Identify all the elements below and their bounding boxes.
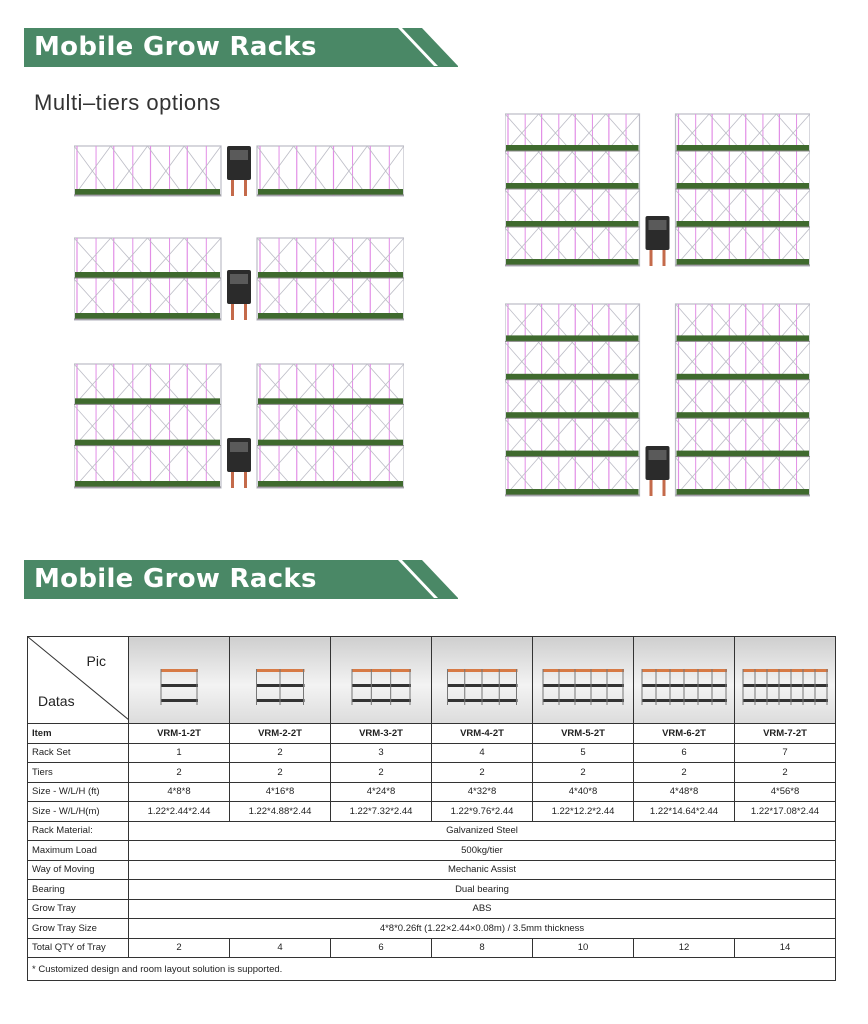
top-banner	[24, 28, 460, 68]
lift-fork	[244, 472, 247, 488]
shared-cell: Dual bearing	[129, 880, 836, 900]
lift-fork	[231, 304, 234, 320]
model-pic	[533, 637, 634, 724]
table-cell: 3	[331, 743, 432, 763]
rack-diagram-2-tier	[74, 232, 404, 326]
row-label: Rack Material:	[28, 821, 129, 841]
row-label: Item	[28, 724, 129, 744]
row-label: Maximum Load	[28, 841, 129, 861]
table-cell: 1.22*4.88*2.44	[230, 802, 331, 822]
table-cell: 1.22*2.44*2.44	[129, 802, 230, 822]
table-cell: 1	[129, 743, 230, 763]
table-cell: 12	[634, 938, 735, 958]
row-label: Grow Tray Size	[28, 919, 129, 939]
plant-tray	[75, 272, 220, 278]
mini-rack-shelf	[543, 684, 624, 687]
table-row	[28, 938, 836, 958]
table-row	[28, 841, 836, 861]
rack-diagram-3-tier	[74, 358, 404, 494]
row-label: Total QTY of Tray	[28, 938, 129, 958]
picture-row	[28, 637, 836, 724]
plant-tray	[677, 183, 810, 189]
table-row	[28, 821, 836, 841]
lift-truck-window	[230, 274, 248, 284]
table-row	[28, 802, 836, 822]
table-cell: 2	[331, 763, 432, 783]
corner-cell	[28, 637, 129, 724]
plant-tray	[258, 440, 403, 446]
row-label: Grow Tray	[28, 899, 129, 919]
table-cell: 1.22*12.2*2.44	[533, 802, 634, 822]
table-cell: 4*56*8	[735, 782, 836, 802]
table-cell: 2	[129, 763, 230, 783]
mini-rack-shelf	[352, 699, 411, 702]
table-row	[28, 860, 836, 880]
row-label: Bearing	[28, 880, 129, 900]
rack-diagram-5-tier	[505, 298, 810, 502]
footnote: * Customized design and room layout solution is supported.	[28, 958, 836, 981]
model-name: VRM-7-2T	[735, 724, 836, 744]
lift-fork	[650, 250, 653, 266]
shared-cell: 4*8*0.26ft (1.22×2.44×0.08m) / 3.5mm thickness	[129, 919, 836, 939]
table-cell: 7	[735, 743, 836, 763]
table-cell: 1.22*17.08*2.44	[735, 802, 836, 822]
corner-pic-label: Pic	[86, 653, 106, 669]
lift-fork	[663, 250, 666, 266]
table-cell: 4*32*8	[432, 782, 533, 802]
table-row	[28, 782, 836, 802]
plant-tray	[258, 481, 403, 487]
shared-cell: Galvanized Steel	[129, 821, 836, 841]
plant-tray	[506, 451, 639, 457]
table-cell: 10	[533, 938, 634, 958]
table-cell: 4*24*8	[331, 782, 432, 802]
plant-tray	[258, 398, 403, 404]
plant-tray	[258, 272, 403, 278]
plant-tray	[506, 183, 639, 189]
table-cell: 4*16*8	[230, 782, 331, 802]
table-cell: 4	[432, 743, 533, 763]
section-subtitle: Multi–tiers options	[34, 90, 221, 115]
model-name: VRM-1-2T	[129, 724, 230, 744]
table-cell: 6	[331, 938, 432, 958]
plant-tray	[506, 489, 639, 495]
table-cell: 1.22*7.32*2.44	[331, 802, 432, 822]
plant-tray	[506, 412, 639, 418]
model-name: VRM-4-2T	[432, 724, 533, 744]
row-label: Rack Set	[28, 743, 129, 763]
plant-tray	[677, 489, 810, 495]
table-cell: 14	[735, 938, 836, 958]
table-cell: 2	[735, 763, 836, 783]
plant-tray	[258, 189, 403, 195]
plant-tray	[75, 189, 220, 195]
row-label: Tiers	[28, 763, 129, 783]
plant-tray	[677, 259, 810, 265]
plant-tray	[258, 313, 403, 319]
model-pic	[230, 637, 331, 724]
model-pic	[432, 637, 533, 724]
table-cell: 1.22*9.76*2.44	[432, 802, 533, 822]
plant-tray	[677, 221, 810, 227]
table-cell: 2	[432, 763, 533, 783]
lift-fork	[650, 480, 653, 496]
corner-datas-label: Datas	[38, 693, 75, 709]
banner-title: Mobile Grow Racks	[34, 564, 317, 594]
plant-tray	[506, 259, 639, 265]
table-cell: 4	[230, 938, 331, 958]
plant-tray	[677, 412, 810, 418]
lift-truck-window	[230, 442, 248, 452]
plant-tray	[677, 451, 810, 457]
plant-tray	[506, 145, 639, 151]
table-cell: 6	[634, 743, 735, 763]
mini-rack-shelf	[352, 684, 411, 687]
plant-tray	[506, 335, 639, 341]
lift-fork	[231, 180, 234, 196]
table-row	[28, 919, 836, 939]
table-cell: 2	[230, 743, 331, 763]
plant-tray	[677, 145, 810, 151]
lift-truck-window	[649, 220, 667, 230]
plant-tray	[75, 398, 220, 404]
plant-tray	[75, 440, 220, 446]
model-pic	[735, 637, 836, 724]
table-cell: 1.22*14.64*2.44	[634, 802, 735, 822]
table-cell: 4*40*8	[533, 782, 634, 802]
shared-cell: 500kg/tier	[129, 841, 836, 861]
lift-fork	[244, 304, 247, 320]
rack-diagram-1-tier	[74, 140, 404, 202]
row-label: Way of Moving	[28, 860, 129, 880]
model-pic	[634, 637, 735, 724]
plant-tray	[677, 374, 810, 380]
table-cell: 5	[533, 743, 634, 763]
model-pic	[129, 637, 230, 724]
model-name: VRM-3-2T	[331, 724, 432, 744]
bottom-banner	[24, 560, 460, 600]
table-row	[28, 880, 836, 900]
mini-rack-shelf	[161, 699, 198, 702]
table-cell: 2	[230, 763, 331, 783]
shared-cell: Mechanic Assist	[129, 860, 836, 880]
plant-tray	[75, 313, 220, 319]
lift-truck-window	[649, 450, 667, 460]
table-cell: 4*48*8	[634, 782, 735, 802]
rack-diagram-4-tier	[505, 108, 810, 272]
mini-rack-shelf	[161, 684, 198, 687]
plant-tray	[506, 221, 639, 227]
mini-rack-top	[543, 669, 624, 672]
table-row	[28, 743, 836, 763]
header-row	[28, 724, 836, 744]
table-cell: 8	[432, 938, 533, 958]
table-cell: 2	[634, 763, 735, 783]
lift-fork	[231, 472, 234, 488]
table-row	[28, 899, 836, 919]
row-label: Size - W/L/H (ft)	[28, 782, 129, 802]
table-row	[28, 763, 836, 783]
table-cell: 2	[129, 938, 230, 958]
model-name: VRM-6-2T	[634, 724, 735, 744]
mini-rack-shelf	[543, 699, 624, 702]
lift-truck-window	[230, 150, 248, 160]
shared-cell: ABS	[129, 899, 836, 919]
note-row	[28, 958, 836, 981]
model-name: VRM-2-2T	[230, 724, 331, 744]
row-label: Size - W/L/H(m)	[28, 802, 129, 822]
banner-title: Mobile Grow Racks	[34, 32, 317, 62]
table-cell: 4*8*8	[129, 782, 230, 802]
mini-rack-top	[352, 669, 411, 672]
plant-tray	[75, 481, 220, 487]
spec-table	[27, 636, 836, 981]
model-name: VRM-5-2T	[533, 724, 634, 744]
table-cell: 2	[533, 763, 634, 783]
mini-rack-top	[161, 669, 198, 672]
model-pic	[331, 637, 432, 724]
lift-fork	[663, 480, 666, 496]
plant-tray	[506, 374, 639, 380]
plant-tray	[677, 335, 810, 341]
lift-fork	[244, 180, 247, 196]
